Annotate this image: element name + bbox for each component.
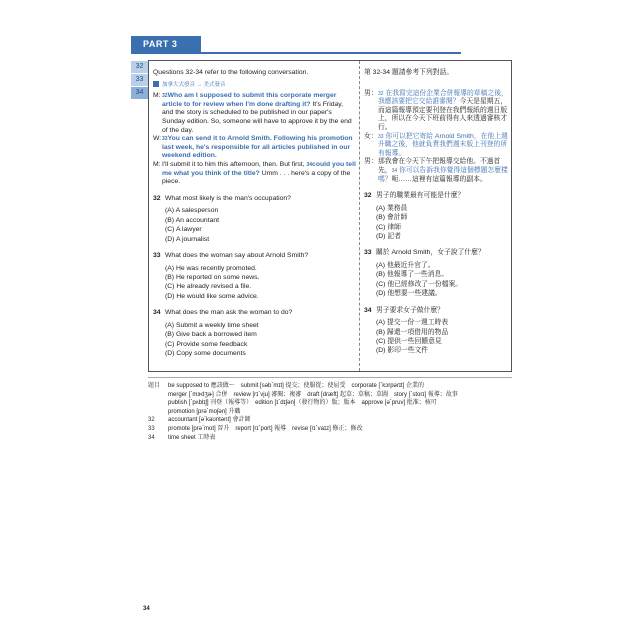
vocab-row: merger [ˋmɝdʒɚ] 合併 review [rɪˋvju] 審閱；複審 draft [dræft] 起草；草稿；草圖 story [ˋstorɪ] 報導；故事 bbox=[168, 391, 458, 398]
question-32-zh: 32 男子的職業最有可能是什麼？ (A) 業務員 (B) 會計師 (C) 律師 (D) 記者 bbox=[364, 192, 509, 241]
option: (D) He would like some advice. bbox=[165, 292, 259, 300]
question-33-zh: 33 關於 Arnold Smith，女子說了什麼？ (A) 他最近升官了。 (B) 他報導了一些消息。 (C) 他已經修改了一份檔案。 (D) 他想要一些建議。 bbox=[364, 249, 509, 298]
dialog-line-en: W: $^{33}$You can send it to Arnold Smith. Following his promotion last week, he's responsible for all articles published in our weekend edition. bbox=[153, 135, 353, 160]
option: (A) He was recently promoted. bbox=[165, 264, 257, 272]
vocab-separator bbox=[148, 377, 512, 378]
question-34-zh: 34 男子要求女子做什麼？ (A) 提交一份一週工時表 (B) 歸還一項借用的物品 (C) 提供一些回饋意見 (D) 影印一些文件 bbox=[364, 307, 509, 356]
intro-en: Questions 32-34 refer to the following conversation. bbox=[153, 69, 309, 76]
accent-note: 加拿大式發音 → 美式發音 bbox=[153, 81, 356, 90]
vocab-row: 32 accountant [əˋkaʊntənt] 會計師 bbox=[148, 417, 251, 424]
english-column bbox=[153, 69, 356, 358]
question-33-en: 33 What does the woman say about Arnold Smith? (A) He was recently promoted. (B) He reported on some news. (C) He already revised a file. (D) He would like some advice. bbox=[153, 252, 356, 301]
option: (D) 他想要一些建議。 bbox=[376, 290, 442, 298]
part-badge bbox=[131, 36, 201, 52]
vocab-row: 題目 be supposed to 應該做～ submit [səbˋmɪt] 提交；使服從；使屈受 corporate [ˋkɔrpərɪt] 企業的 bbox=[148, 383, 424, 389]
option: (A) 提交一份一週工時表 bbox=[376, 319, 449, 327]
dialog-line-zh: 女： $^{33}$ 你可以把它寄給 Arnold Smith，在他上週升職之後，他就負責我們週末版上刊登的所有報導。 bbox=[364, 132, 508, 157]
vocabulary-section bbox=[148, 382, 512, 442]
column-divider bbox=[359, 61, 360, 371]
question-32-en: 32 What most likely is the man's occupation? (A) A salesperson (B) An accountant (C) A lawyer (D) A journalist bbox=[153, 195, 356, 244]
speaker-icon bbox=[153, 81, 159, 87]
option: (C) A lawyer bbox=[165, 226, 202, 234]
page-number: 34 bbox=[143, 606, 150, 612]
intro-zh: 第 32-34 題請參考下列對話。 bbox=[364, 69, 454, 76]
option: (A) 業務員 bbox=[376, 204, 408, 212]
option: (C) 提供一些回饋意見 bbox=[376, 337, 442, 345]
vocab-row: publish [ˋpʌblɪʃ] 刊登（報導等） edition [ɪˋdɪʃən]（發行物的）版；版本 approve [əˋpruv] 批准；核可 bbox=[168, 400, 437, 407]
part-number: 3 bbox=[171, 39, 178, 49]
dialog-line-zh: 男： $^{32}$ 在我寫完這份企業合併報導的草稿之後，我應該要把它交給誰審閱？今天是星期五，而這篇報導預定要刊登在我們報紙的週日版上，所以在今天下班前得有人來透過審核才行。 bbox=[364, 89, 508, 131]
question-tab-34: 34 bbox=[131, 87, 148, 100]
option: (B) He reported on some news. bbox=[165, 273, 260, 281]
question-tab-32: 32 bbox=[131, 61, 148, 74]
dialog-line-en: M: $^{32}$Who am I supposed to submit this corporate merger article to for review when I'm done drafting it? It's Friday, and the story is scheduled to be published in our paper's Sunday edition. So, someone will have to approve it by the end of the day. bbox=[153, 92, 352, 134]
vocab-row: 33 promote [prəˋmot] 晉升 report [rɪˋport] 報導 revise [rɪˋvaɪz] 修正；修改 bbox=[148, 425, 363, 432]
option: (B) 歸還一項借用的物品 bbox=[376, 328, 449, 336]
option: (A) 他最近升官了。 bbox=[376, 261, 435, 269]
option: (B) 他報導了一些消息。 bbox=[376, 271, 449, 279]
option: (C) 他已經修改了一份檔案。 bbox=[376, 280, 463, 288]
question-number-tabs bbox=[131, 61, 148, 100]
dialog-line-en: M: I'll submit it to him this afternoon, then. But first, $^{34}$could you tell me what you think of the title? Umm . . . here's a copy of the piece. bbox=[153, 160, 356, 186]
option: (A) Submit a weekly time sheet bbox=[165, 321, 259, 329]
option: (B) Give back a borrowed item bbox=[165, 331, 257, 339]
option: (D) A journalist bbox=[165, 235, 210, 243]
option: (B) An accountant bbox=[165, 216, 220, 224]
vocab-row: 34 time sheet 工時表 bbox=[148, 434, 216, 441]
question-tab-33: 33 bbox=[131, 74, 148, 87]
option: (B) 會計師 bbox=[376, 214, 408, 222]
option: (D) 記者 bbox=[376, 232, 401, 240]
option: (D) 影印一些文件 bbox=[376, 347, 429, 355]
option: (C) He already revised a file. bbox=[165, 283, 252, 291]
question-box bbox=[148, 60, 512, 372]
chinese-column bbox=[364, 69, 509, 356]
option: (D) Copy some documents bbox=[165, 349, 246, 357]
option: (C) Provide some feedback bbox=[165, 340, 248, 348]
option: (C) 律師 bbox=[376, 223, 401, 231]
dialog-line-zh: 男： 那我會在今天下午把報導交給他。不過首先，$^{34}$ 你可以告訴我你覺得這個標題怎麼樣嗎？呃……這裡有這篇報導的副本。 bbox=[364, 158, 508, 183]
question-34-en: 34 What does the man ask the woman to do? (A) Submit a weekly time sheet (B) Give back a borrowed item (C) Provide some feedback (D) Copy some documents bbox=[153, 309, 356, 358]
part-label: PART bbox=[143, 39, 169, 49]
option: (A) A salesperson bbox=[165, 207, 219, 215]
vocab-row: promotion [prəˋmoʃən] 升職 bbox=[168, 408, 241, 415]
part-rule bbox=[131, 52, 461, 54]
